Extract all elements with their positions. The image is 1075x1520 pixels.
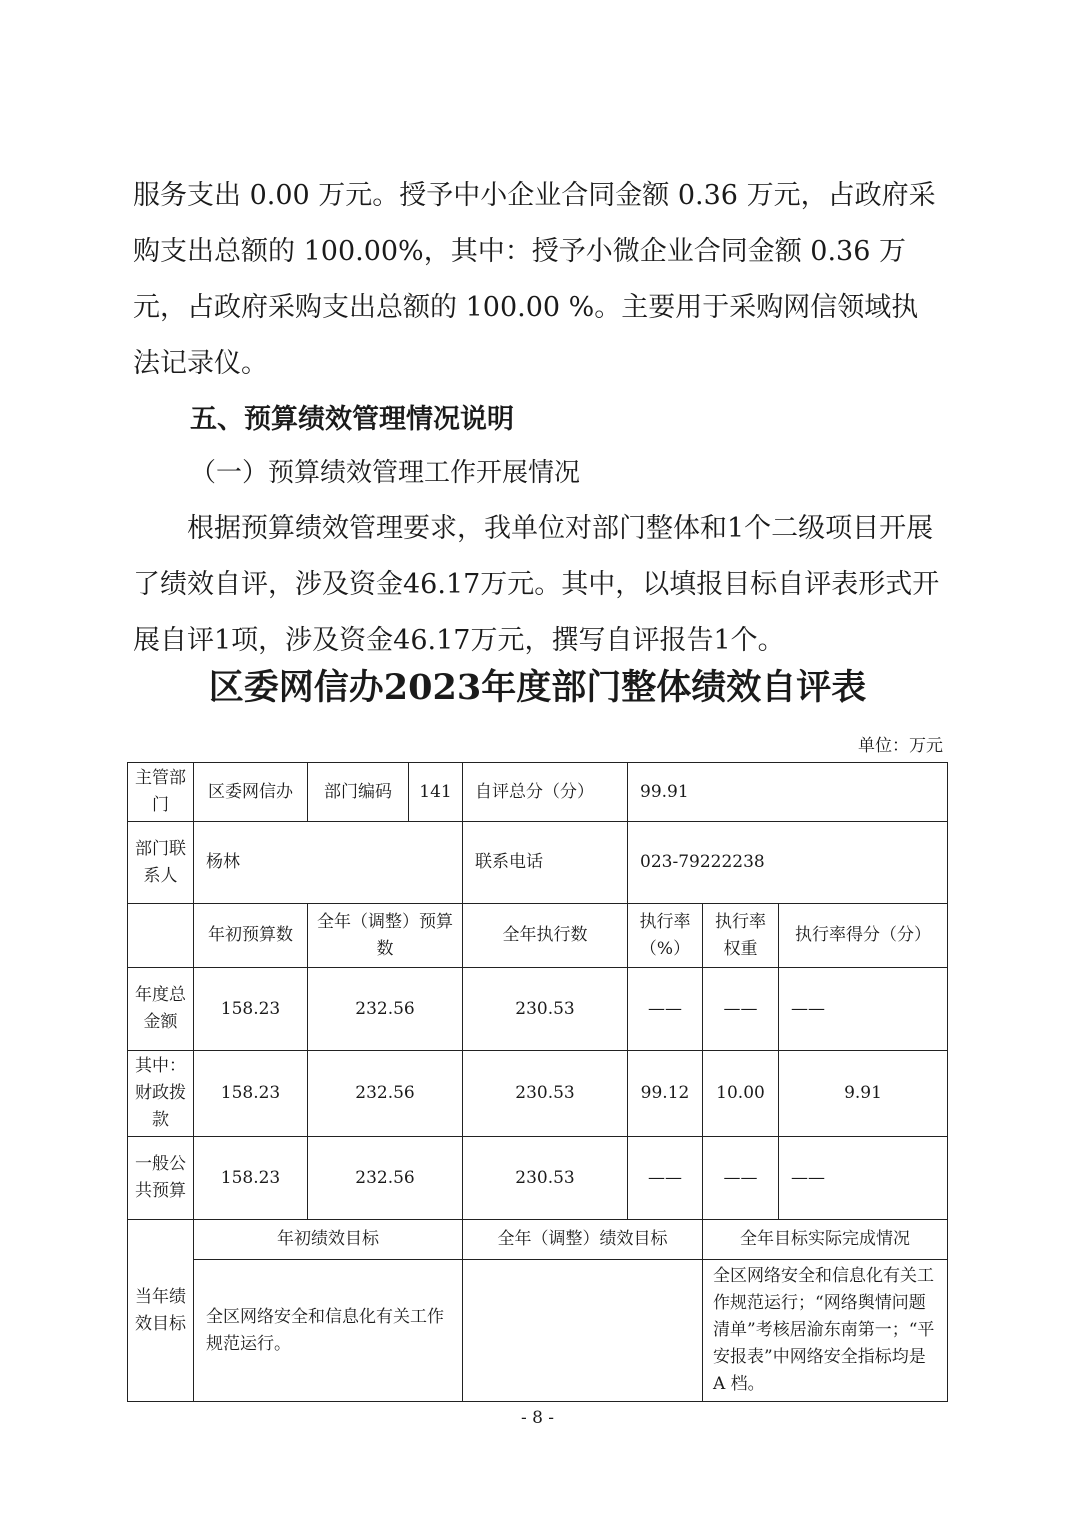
paragraph-procurement: 服务支出 0.00 万元。授予中小企业合同金额 0.36 万元，占政府采购支出总额的 100.00%，其中：授予小微企业合同金额 0.36 万元，占政府采购支出总额的 100.00 %。主要用于采购网信领域执法记录仪。 bbox=[133, 180, 936, 379]
cell-executed: 230.53 bbox=[463, 968, 628, 1051]
contact-value: 杨林 bbox=[194, 822, 463, 904]
cell-rate: —— bbox=[628, 1137, 703, 1220]
table-header-row bbox=[128, 904, 948, 968]
cell-weight: —— bbox=[703, 968, 779, 1051]
section-heading: 五、预算绩效管理情况说明 bbox=[190, 404, 514, 435]
header-score: 执行率得分（分） bbox=[779, 904, 948, 968]
score-value: 99.91 bbox=[628, 763, 948, 822]
cell-adjusted: 232.56 bbox=[308, 968, 463, 1051]
phone-label: 联系电话 bbox=[463, 822, 628, 904]
cell-initial: 158.23 bbox=[194, 1051, 308, 1137]
subsection-heading: （一）预算绩效管理工作开展情况 bbox=[190, 458, 581, 488]
cell-weight: —— bbox=[703, 1137, 779, 1220]
contact-label: 部门联系人 bbox=[128, 822, 194, 904]
cell-score: 9.91 bbox=[779, 1051, 948, 1137]
score-label: 自评总分（分） bbox=[463, 763, 628, 822]
cell-score: —— bbox=[779, 968, 948, 1051]
code-label: 部门编码 bbox=[308, 763, 409, 822]
self-evaluation-table bbox=[127, 762, 948, 1402]
cell-rate: 99.12 bbox=[628, 1051, 703, 1137]
row-label: 其中：财政拨款 bbox=[128, 1051, 194, 1137]
cell-adjusted: 232.56 bbox=[308, 1051, 463, 1137]
goals-header-row bbox=[128, 1220, 948, 1260]
goals-initial-header: 年初绩效目标 bbox=[194, 1220, 463, 1260]
goals-adjusted-text bbox=[463, 1260, 703, 1402]
table-row bbox=[128, 968, 948, 1051]
table-title: 区委网信办2023年度部门整体绩效自评表 bbox=[208, 667, 867, 708]
cell-weight: 10.00 bbox=[703, 1051, 779, 1137]
row-label: 一般公共预算 bbox=[128, 1137, 194, 1220]
unit-label: 单位：万元 bbox=[858, 736, 943, 756]
header-executed: 全年执行数 bbox=[463, 904, 628, 968]
goals-actual-header: 全年目标实际完成情况 bbox=[703, 1220, 948, 1260]
header-weight: 执行率权重 bbox=[703, 904, 779, 968]
header-rate: 执行率（%） bbox=[628, 904, 703, 968]
cell-rate: —— bbox=[628, 968, 703, 1051]
goals-actual-text: 全区网络安全和信息化有关工作规范运行；“网络舆情问题清单”考核居渝东南第一；“平安报表”中网络安全指标均是 A 档。 bbox=[703, 1260, 948, 1402]
goals-initial-text: 全区网络安全和信息化有关工作规范运行。 bbox=[194, 1260, 463, 1402]
header-adjusted-budget: 全年（调整）预算数 bbox=[308, 904, 463, 968]
goals-content-row bbox=[128, 1260, 948, 1402]
goals-adjusted-header: 全年（调整）绩效目标 bbox=[463, 1220, 703, 1260]
code-value: 141 bbox=[409, 763, 463, 822]
cell-score: —— bbox=[779, 1137, 948, 1220]
blank-cell bbox=[128, 904, 194, 968]
dept-label: 主管部门 bbox=[128, 763, 194, 822]
table-row bbox=[128, 1137, 948, 1220]
paragraph-performance: 根据预算绩效管理要求，我单位对部门整体和1个二级项目开展了绩效自评，涉及资金46.17万元。其中，以填报目标自评表形式开展自评1项，涉及资金46.17万元，撰写自评报告1个。 bbox=[133, 513, 940, 656]
dept-value: 区委网信办 bbox=[194, 763, 308, 822]
row-label: 年度总金额 bbox=[128, 968, 194, 1051]
page-number: - 8 - bbox=[520, 1408, 555, 1428]
cell-executed: 230.53 bbox=[463, 1137, 628, 1220]
cell-initial: 158.23 bbox=[194, 968, 308, 1051]
cell-executed: 230.53 bbox=[463, 1051, 628, 1137]
goals-label: 当年绩效目标 bbox=[128, 1220, 194, 1402]
table-row bbox=[128, 1051, 948, 1137]
phone-value: 023-79222238 bbox=[628, 822, 948, 904]
cell-adjusted: 232.56 bbox=[308, 1137, 463, 1220]
cell-initial: 158.23 bbox=[194, 1137, 308, 1220]
header-initial-budget: 年初预算数 bbox=[194, 904, 308, 968]
table-row bbox=[128, 763, 948, 822]
table-row bbox=[128, 822, 948, 904]
